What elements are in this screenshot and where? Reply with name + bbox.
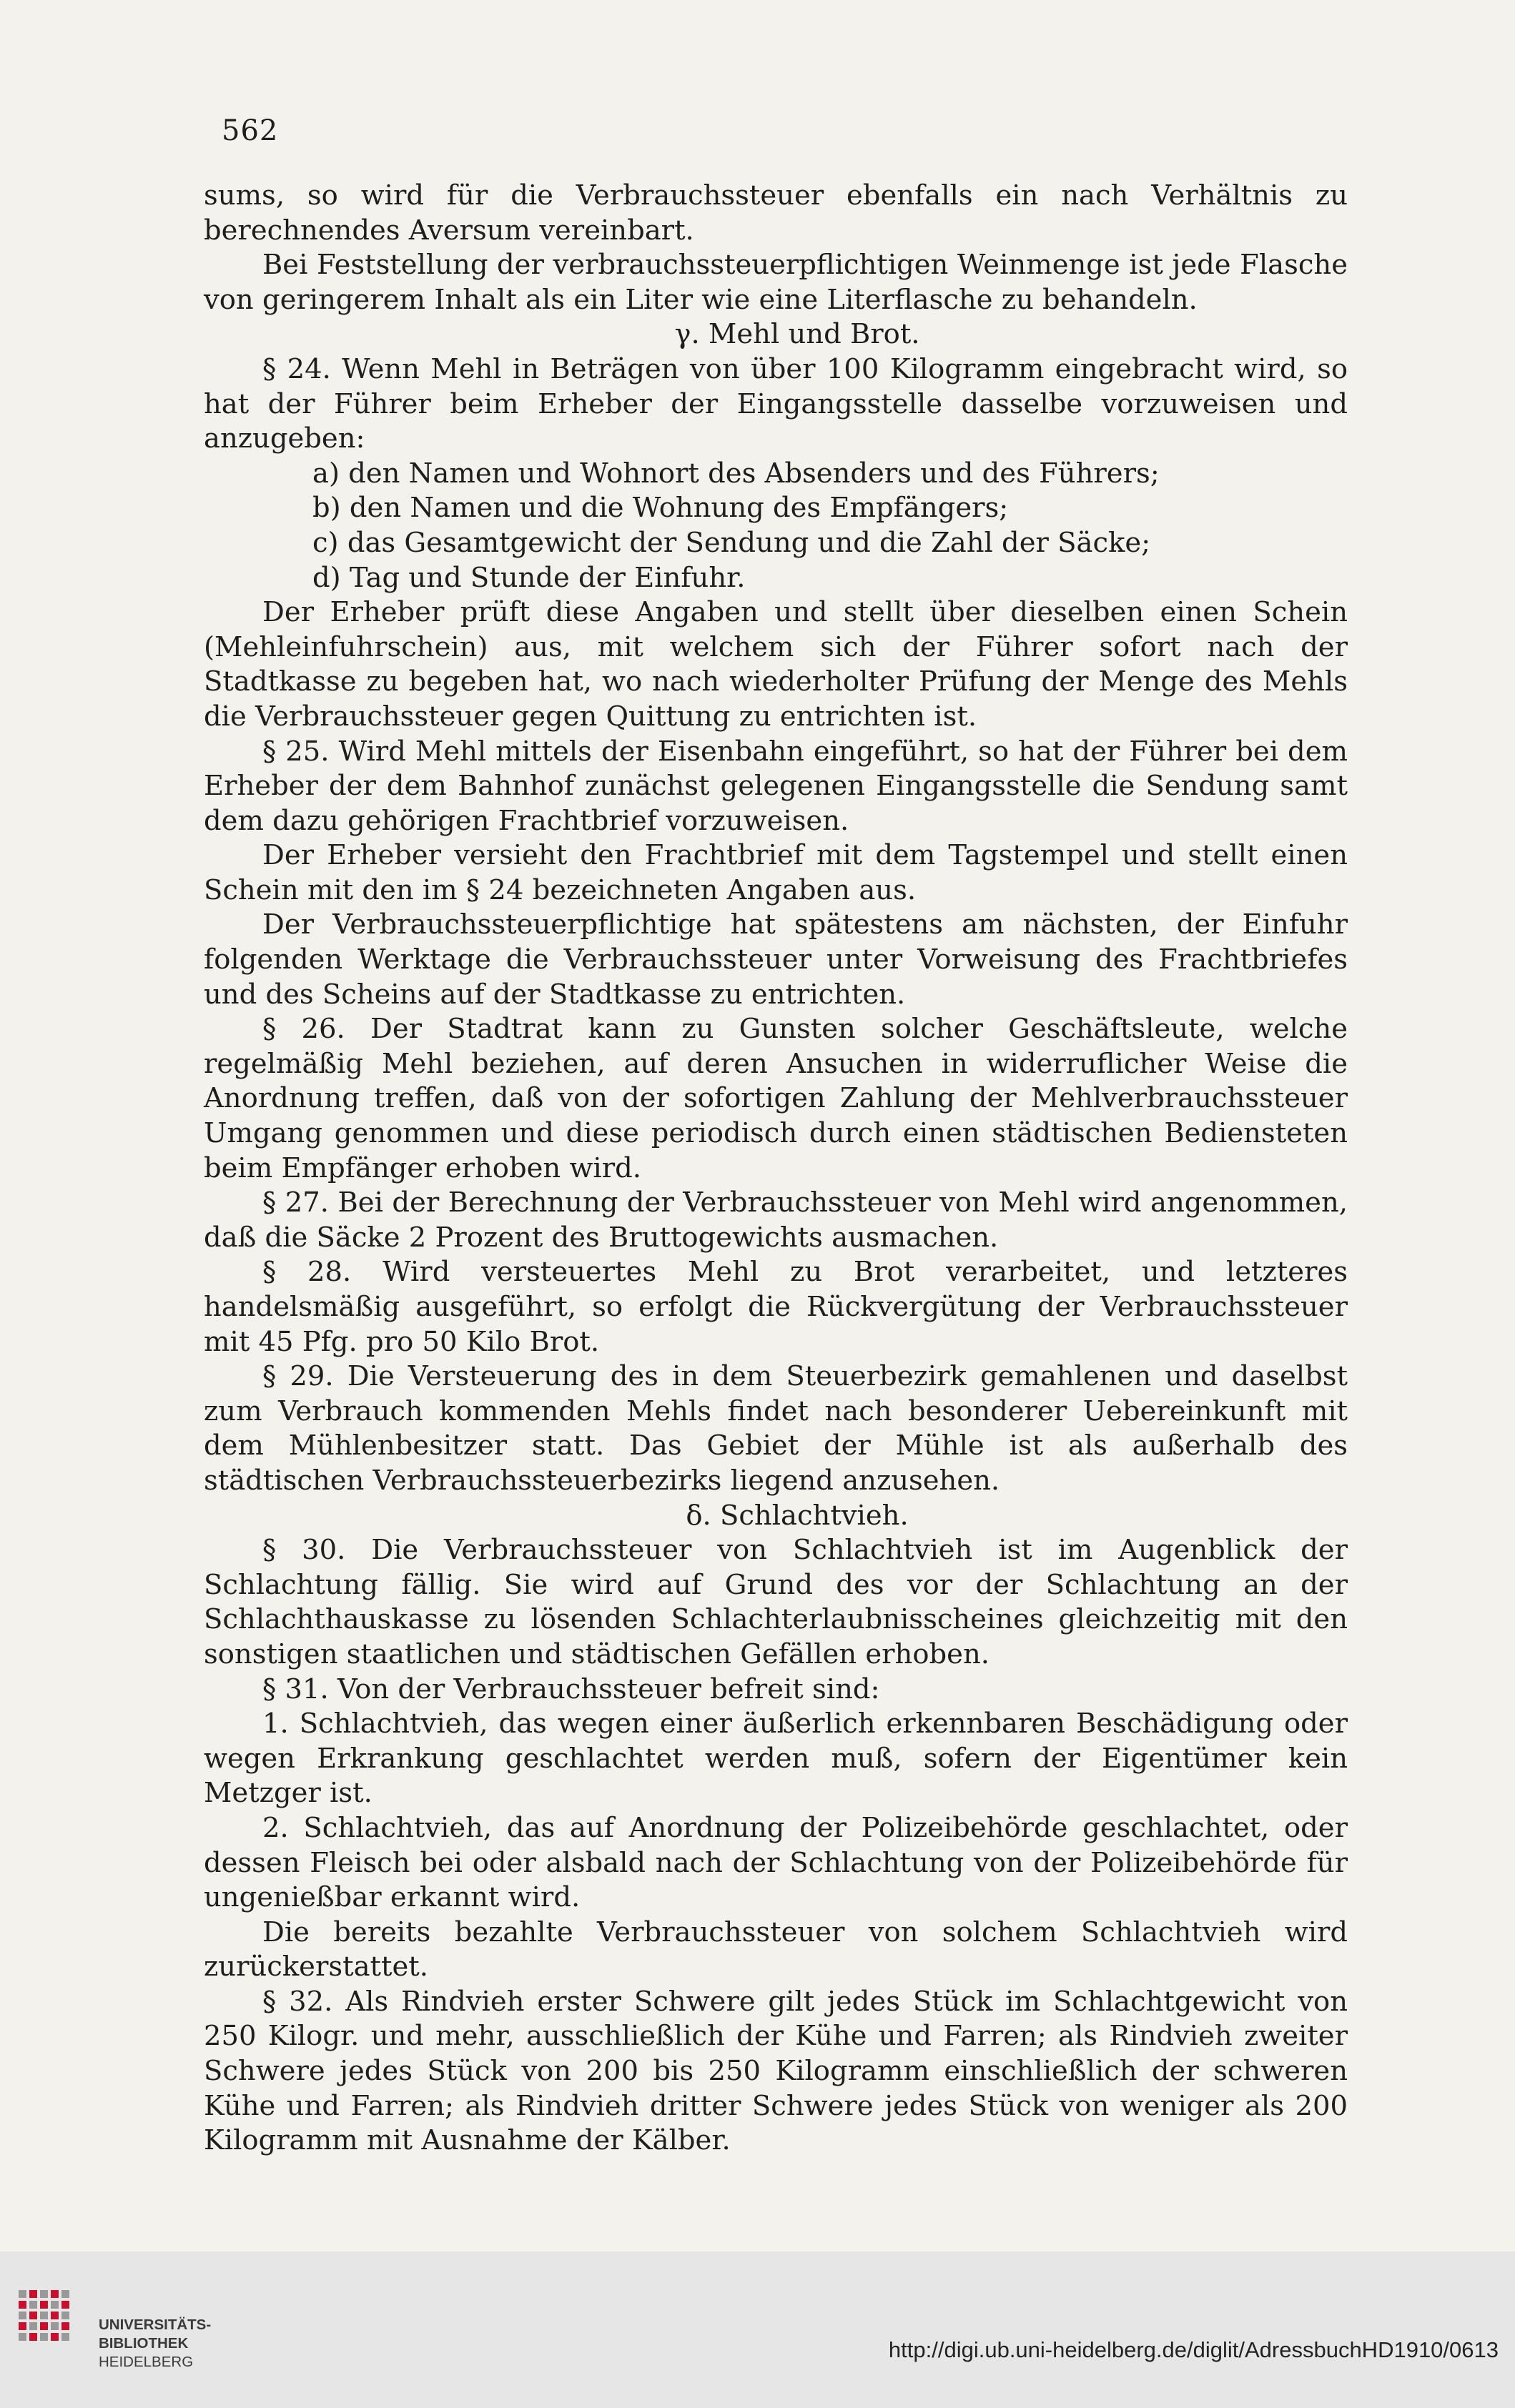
list-item: 2. Schlachtvieh, das auf Anordnung der Polizeibehörde geschlachtet, oder dessen Fleisch bei oder alsbald nach der Schlachtung von der Polizeibehörde für ungenießbar erkannt wird. [204,1811,1348,1914]
paragraph-section-32: § 32. Als Rindvieh erster Schwere gilt jedes Stück im Schlachtgewicht von 250 Kilogr. und mehr, ausschließlich der Kühe und Farren; als Rindvieh zweiter Schwere jedes Stück von 200 bis 250 Kilogramm einschließlich der schweren Kühe und Farren; als Rindvieh dritter Schwere jedes Stück von weniger als 200 Kilogramm mit Ausnahme der Kälber. [204,1985,1348,2157]
logo-square [29,2301,37,2309]
paragraph: Bei Feststellung der verbrauchssteuerpflichtigen Weinmenge ist jede Flasche von geringerem Inhalt als ein Liter wie eine Literflasche zu behandeln. [204,249,1348,316]
paragraph: Die bereits bezahlte Verbrauchssteuer von solchem Schlachtvieh wird zurückerstattet. [204,1916,1348,1983]
paragraph: sums, so wird für die Verbrauchssteuer ebenfalls ein nach Verhältnis zu berechnendes Aversum vereinbart. [204,179,1348,247]
paragraph-section-30: § 30. Die Verbrauchssteuer von Schlachtvieh ist im Augenblick der Schlachtung fällig. Sie wird auf Grund des vor der Schlachtung an der Schlachthauskasse zu lösenden Schlachterlaubnisscheines gleichzeitig mit den sonstigen staatlichen und städtischen Gefällen erhoben. [204,1534,1348,1670]
paragraph: Der Erheber versieht den Frachtbrief mit dem Tagstempel und stellt einen Schein mit den im § 24 bezeichneten Angaben aus. [204,839,1348,906]
list-item: a) den Namen und Wohnort des Absenders und des Führers; [312,457,1160,490]
logo-square [61,2322,69,2330]
logo-square [19,2301,26,2309]
logo-square [61,2301,69,2309]
section-heading-schlachtvieh: δ. Schlachtvieh. [686,1499,909,1532]
paragraph-section-29: § 29. Die Versteuerung des in dem Steuerbezirk gemahlenen und daselbst zum Verbrauch kommenden Mehls findet nach besonderer Uebereinkunft mit dem Mühlenbesitzer statt. Das Gebiet der Mühle ist als außerhalb des städtischen Verbrauchssteuerbezirks liegend anzusehen. [204,1360,1348,1497]
list-item: c) das Gesamtgewicht der Sendung und die Zahl der Säcke; [312,526,1151,559]
document-body [204,179,1348,2159]
logo-square [61,2333,69,2341]
paragraph-section-31: § 31. Von der Verbrauchssteuer befreit sind: [262,1673,880,1705]
section-heading-mehl-brot: γ. Mehl und Brot. [674,318,920,351]
list-item: d) Tag und Stunde der Einfuhr. [312,561,746,594]
logo-square [51,2301,59,2309]
logo-square [19,2322,26,2330]
footer-bar [0,2251,1515,2408]
logo-line: BIBLIOTHEK [99,2335,189,2352]
list-item: 1. Schlachtvieh, das wegen einer äußerlich erkennbaren Beschädigung oder wegen Erkrankung geschlachtet werden muß, sofern der Eigentümer kein Metzger ist. [204,1708,1348,1810]
logo-square [19,2333,26,2341]
logo-square [51,2333,59,2341]
paragraph-section-25: § 25. Wird Mehl mittels der Eisenbahn eingeführt, so hat der Führer bei dem Erheber der dem Bahnhof zunächst gelegenen Eingangsstelle die Sendung samt dem dazu gehörigen Frachtbrief vorzuweisen. [204,735,1348,837]
list-item: b) den Namen und die Wohnung des Empfängers; [312,492,1009,525]
logo-square [19,2290,26,2298]
paragraph-section-27: § 27. Bei der Berechnung der Verbrauchssteuer von Mehl wird angenommen, daß die Säcke 2 Prozent des Bruttogewichts ausmachen. [204,1186,1348,1254]
logo-square [40,2301,48,2309]
seal-icon [13,2281,77,2353]
logo-square [51,2290,59,2298]
paragraph: Der Erheber prüft diese Angaben und stellt über dieselben einen Schein (Mehleinfuhrschein) aus, mit welchem sich der Führer sofort nach der Stadtkasse zu begeben hat, wo nach wiederholter Prüfung der Menge des Mehls die Verbrauchssteuer gegen Quittung zu entrichten ist. [204,596,1348,733]
logo-square [29,2322,37,2330]
logo-square [51,2312,59,2319]
university-logo[interactable] [13,2281,212,2374]
paragraph-section-24: § 24. Wenn Mehl in Beträgen von über 100 Kilogramm eingebracht wird, so hat der Führer beim Erheber der Eingangsstelle dasselbe vorzuweisen und anzugeben: [204,352,1348,455]
logo-square [61,2290,69,2298]
logo-square [29,2333,37,2341]
logo-square [40,2322,48,2330]
logo-square [61,2312,69,2319]
paragraph: Der Verbrauchssteuerpflichtige hat spätestens am nächsten, der Einfuhr folgenden Werktage die Verbrauchssteuer unter Vorweisung des Frachtbriefes und des Scheins auf der Stadtkasse zu entrichten. [204,908,1348,1011]
logo-line: HEIDELBERG [99,2354,194,2370]
logo-square [29,2290,37,2298]
source-url-link[interactable]: http://digi.ub.uni-heidelberg.de/diglit/AdressbuchHD1910/0613 [888,2337,1499,2362]
logo-square [19,2312,26,2319]
logo-square [51,2322,59,2330]
logo-square [40,2290,48,2298]
page-number: 562 [222,114,279,147]
logo-line: UNIVERSITÄTS- [99,2317,212,2333]
logo-text [99,2316,211,2372]
logo-square [29,2312,37,2319]
logo-square [40,2333,48,2341]
paragraph-section-28: § 28. Wird versteuertes Mehl zu Brot verarbeitet, und letzteres handelsmäßig ausgeführt, so erfolgt die Rückvergütung der Verbrauchssteuer mit 45 Pfg. pro 50 Kilo Brot. [204,1256,1348,1358]
logo-square [40,2312,48,2319]
paragraph-section-26: § 26. Der Stadtrat kann zu Gunsten solcher Geschäftsleute, welche regelmäßig Mehl beziehen, auf deren Ansuchen in widerruflicher Weise die Anordnung treffen, daß von der sofortigen Zahlung der Mehlverbrauchssteuer Umgang genommen und diese periodisch durch einen städtischen Bediensteten beim Empfänger erhoben wird. [204,1013,1348,1184]
